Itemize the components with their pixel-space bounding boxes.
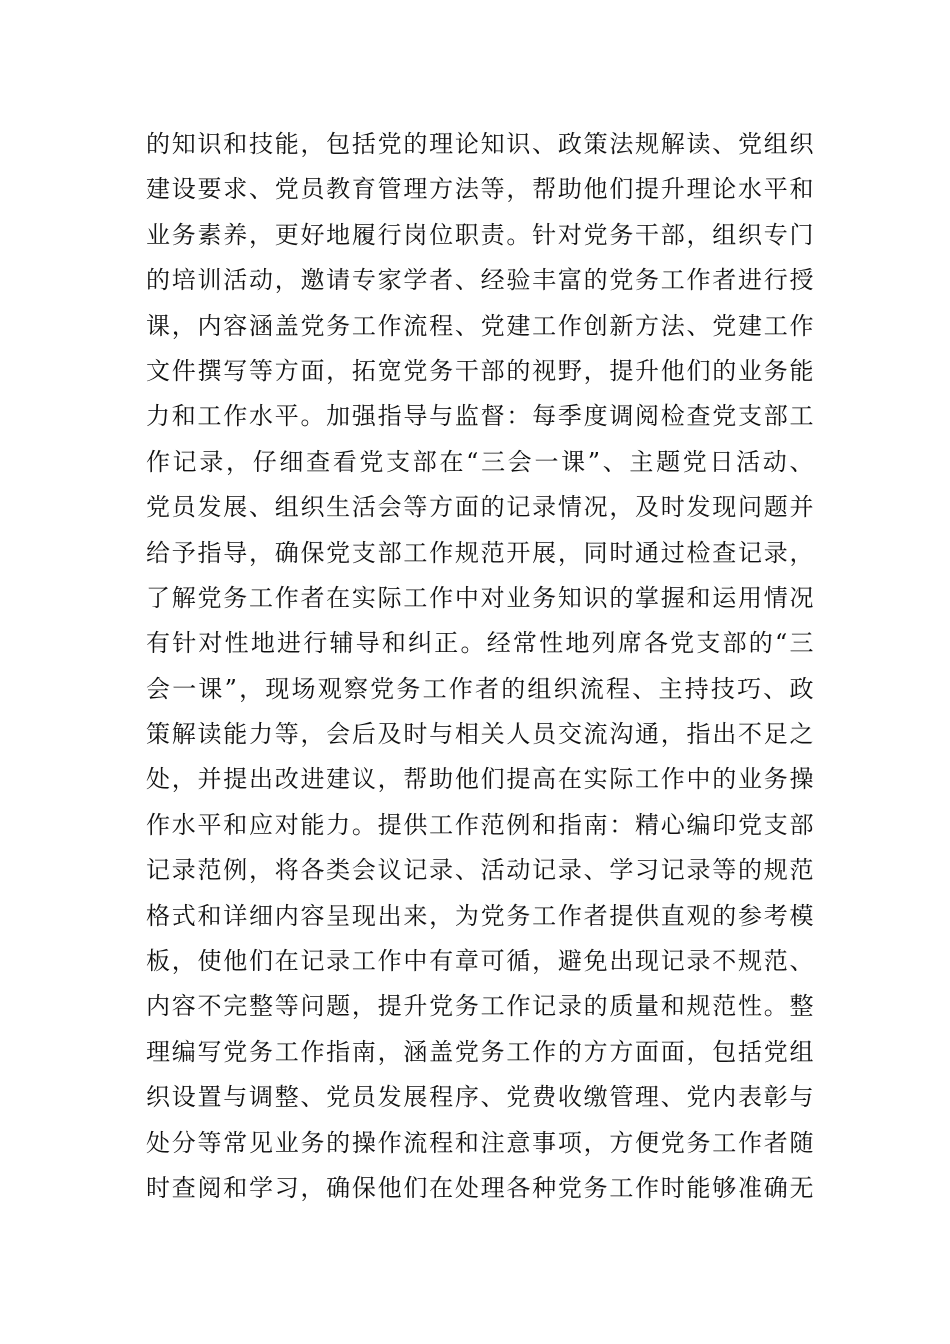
text-line-7: 力和工作水平。加强指导与监督：每季度调阅检查党支部工 [146, 402, 814, 431]
text-line-3: 业务素养，更好地履行岗位职责。针对党务干部，组织专门 [146, 220, 814, 249]
text-line-4: 的培训活动，邀请专家学者、经验丰富的党务工作者进行授 [146, 266, 814, 295]
text-line-13: 会一课”，现场观察党务工作者的组织流程、主持技巧、政 [146, 674, 814, 703]
text-line-16: 作水平和应对能力。提供工作范例和指南：精心编印党支部 [146, 810, 814, 839]
text-line-1: 的知识和技能，包括党的理论知识、政策法规解读、党组织 [146, 130, 814, 158]
text-line-8: 作记录，仔细查看党支部在“三会一课”、主题党日活动、 [146, 447, 814, 476]
text-line-9: 党员发展、组织生活会等方面的记录情况，及时发现问题并 [146, 493, 814, 522]
text-line-11: 了解党务工作者在实际工作中对业务知识的掌握和运用情况 [146, 583, 814, 612]
text-line-2: 建设要求、党员教育管理方法等，帮助他们提升理论水平和 [146, 175, 814, 204]
text-line-19: 板，使他们在记录工作中有章可循，避免出现记录不规范、 [146, 947, 814, 976]
text-line-14: 策解读能力等，会后及时与相关人员交流沟通，指出不足之 [146, 720, 814, 749]
text-line-17: 记录范例，将各类会议记录、活动记录、学习记录等的规范 [146, 856, 814, 885]
text-line-24: 时查阅和学习，确保他们在处理各种党务工作时能够准确无 [146, 1173, 814, 1202]
text-line-12: 有针对性地进行辅导和纠正。经常性地列席各党支部的“三 [146, 629, 814, 658]
text-line-23: 处分等常见业务的操作流程和注意事项，方便党务工作者随 [146, 1128, 814, 1157]
text-line-18: 格式和详细内容呈现出来，为党务工作者提供直观的参考模 [146, 901, 814, 930]
text-line-6: 文件撰写等方面，拓宽党务干部的视野，提升他们的业务能 [146, 356, 814, 385]
text-line-10: 给予指导，确保党支部工作规范开展，同时通过检查记录， [146, 538, 814, 567]
text-line-21: 理编写党务工作指南，涵盖党务工作的方方面面，包括党组 [146, 1037, 814, 1066]
text-line-22: 织设置与调整、党员发展程序、党费收缴管理、党内表彰与 [146, 1083, 814, 1112]
text-line-5: 课，内容涵盖党务工作流程、党建工作创新方法、党建工作 [146, 311, 814, 340]
body-text [146, 122, 814, 1211]
text-line-20: 内容不完整等问题，提升党务工作记录的质量和规范性。整 [146, 992, 814, 1021]
text-line-15: 处，并提出改进建议，帮助他们提高在实际工作中的业务操 [146, 765, 814, 794]
